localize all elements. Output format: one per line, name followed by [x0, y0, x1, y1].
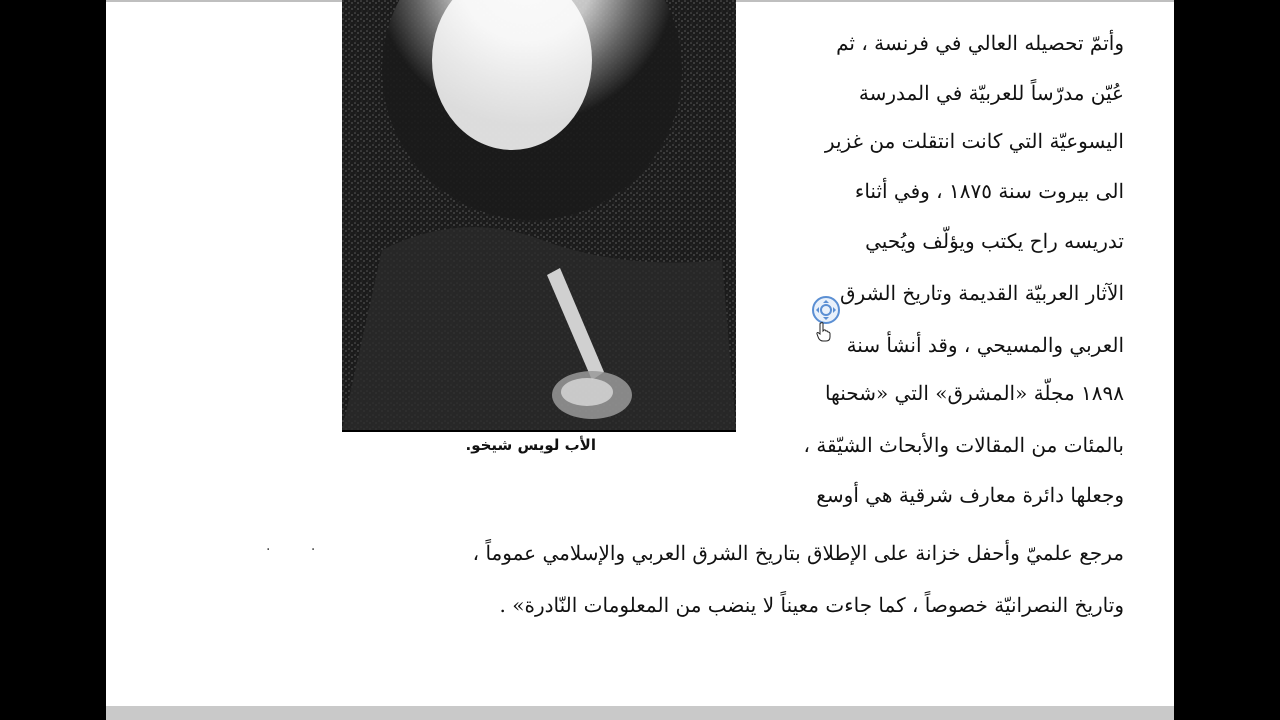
body-line: وأتمّ تحصيله العالي في فرنسة ، ثم [836, 31, 1124, 55]
body-line: العربي والمسيحي ، وقد أنشأ سنة [846, 333, 1124, 357]
pan-zoom-icon[interactable] [812, 296, 840, 324]
portrait-photo [342, 0, 736, 432]
horizontal-scrollbar[interactable] [106, 706, 1174, 720]
stray-marks: . . [266, 538, 334, 554]
body-line: مرجع علميّ وأحفل خزانة على الإطلاق بتاريخ الشرق العربي والإسلامي عموماً ، [472, 541, 1124, 565]
body-line: بالمئات من المقالات والأبحاث الشيّقة ، [803, 433, 1124, 457]
body-line: عُيّن مدرّساً للعربيّة في المدرسة [858, 81, 1124, 105]
body-line: الى بيروت سنة ١٨٧٥ ، وفي أثناء [854, 179, 1124, 203]
body-line: ١٨٩٨ مجلّة «المشرق» التي «شحنها [824, 381, 1124, 405]
body-line: تدريسه راح يكتب ويؤلّف ويُحيي [865, 229, 1124, 253]
portrait-image [342, 0, 736, 430]
viewer-backdrop [1174, 0, 1280, 720]
photo-caption: الأب لويس شيخو. [465, 436, 596, 454]
document-page[interactable] [106, 0, 1174, 706]
body-line: الآثار العربيّة القديمة وتاريخ الشرق [840, 281, 1124, 305]
body-line: وتاريخ النصرانيّة خصوصاً ، كما جاءت معيناً لا ينضب من المعلومات النّادرة» . [499, 593, 1124, 617]
body-line: وجعلها دائرة معارف شرقية هي أوسع [816, 483, 1124, 507]
hand-pointer-icon [816, 322, 832, 347]
body-line: اليسوعيّة التي كانت انتقلت من غزير [824, 129, 1124, 153]
